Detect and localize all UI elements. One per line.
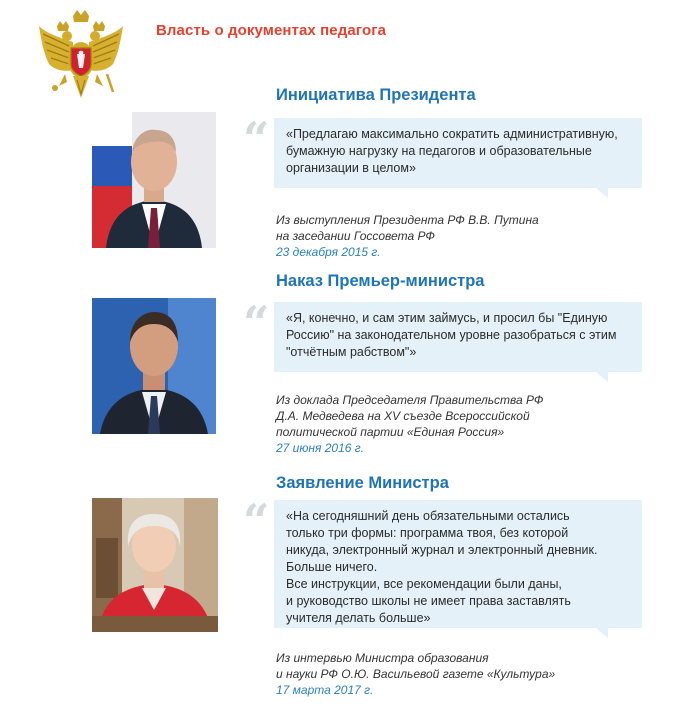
portrait-photo	[92, 298, 216, 434]
quote-text: «Я, конечно, и сам этим займусь, и просил бы "Единую Россию" на законодательном уровне разобраться с этим "отчётным рабством"»	[286, 311, 617, 359]
quote-source	[276, 634, 555, 714]
quote-bubble	[274, 302, 642, 372]
source-text: Из доклада Председателя Правительства РФ Д.А. Медведева на XV съезде Всероссийской политической партии «Единая Россия»	[276, 393, 544, 439]
quote-text: «На сегодняшний день обязательными остались только три формы: программа твоя, без которой никуда, электронный журнал и электронный дневник. Больше ничего. Все инструкции, все рекомендации были даны, и руководство школы не имеет права заставлять учителя делать больше»	[286, 509, 598, 625]
quote-source	[276, 376, 543, 472]
quote-bubble	[274, 118, 642, 188]
quote-bubble	[274, 500, 642, 628]
source-date: 23 декабря 2015 г.	[276, 245, 381, 259]
section-heading: Наказ Премьер-министра	[276, 272, 485, 290]
quote-text: «Предлагаю максимально сократить административную, бумажную нагрузку на педагогов и образовательные организации в целом»	[286, 127, 618, 175]
quote-mark-icon: “	[243, 494, 270, 548]
source-date: 17 марта 2017 г.	[276, 683, 374, 697]
quote-mark-icon: “	[243, 296, 270, 350]
bubble-tail	[596, 188, 608, 198]
portrait-photo	[92, 498, 218, 632]
bubble-tail	[596, 628, 608, 638]
portrait-photo	[92, 112, 216, 248]
russian-coat-of-arms-icon	[33, 8, 129, 104]
section-heading: Инициатива Президента	[276, 86, 476, 104]
source-text: Из выступления Президента РФ В.В. Путина на заседании Госсовета РФ	[276, 213, 539, 243]
page-title: Власть о документах педагога	[156, 22, 387, 39]
quote-source	[276, 196, 539, 276]
quote-mark-icon: “	[243, 112, 270, 166]
section-heading: Заявление Министра	[276, 474, 449, 492]
bubble-tail	[596, 372, 608, 382]
source-text: Из интервью Министра образования и науки РФ О.Ю. Васильевой газете «Культура»	[276, 651, 556, 681]
source-date: 27 июня 2016 г.	[276, 441, 365, 455]
